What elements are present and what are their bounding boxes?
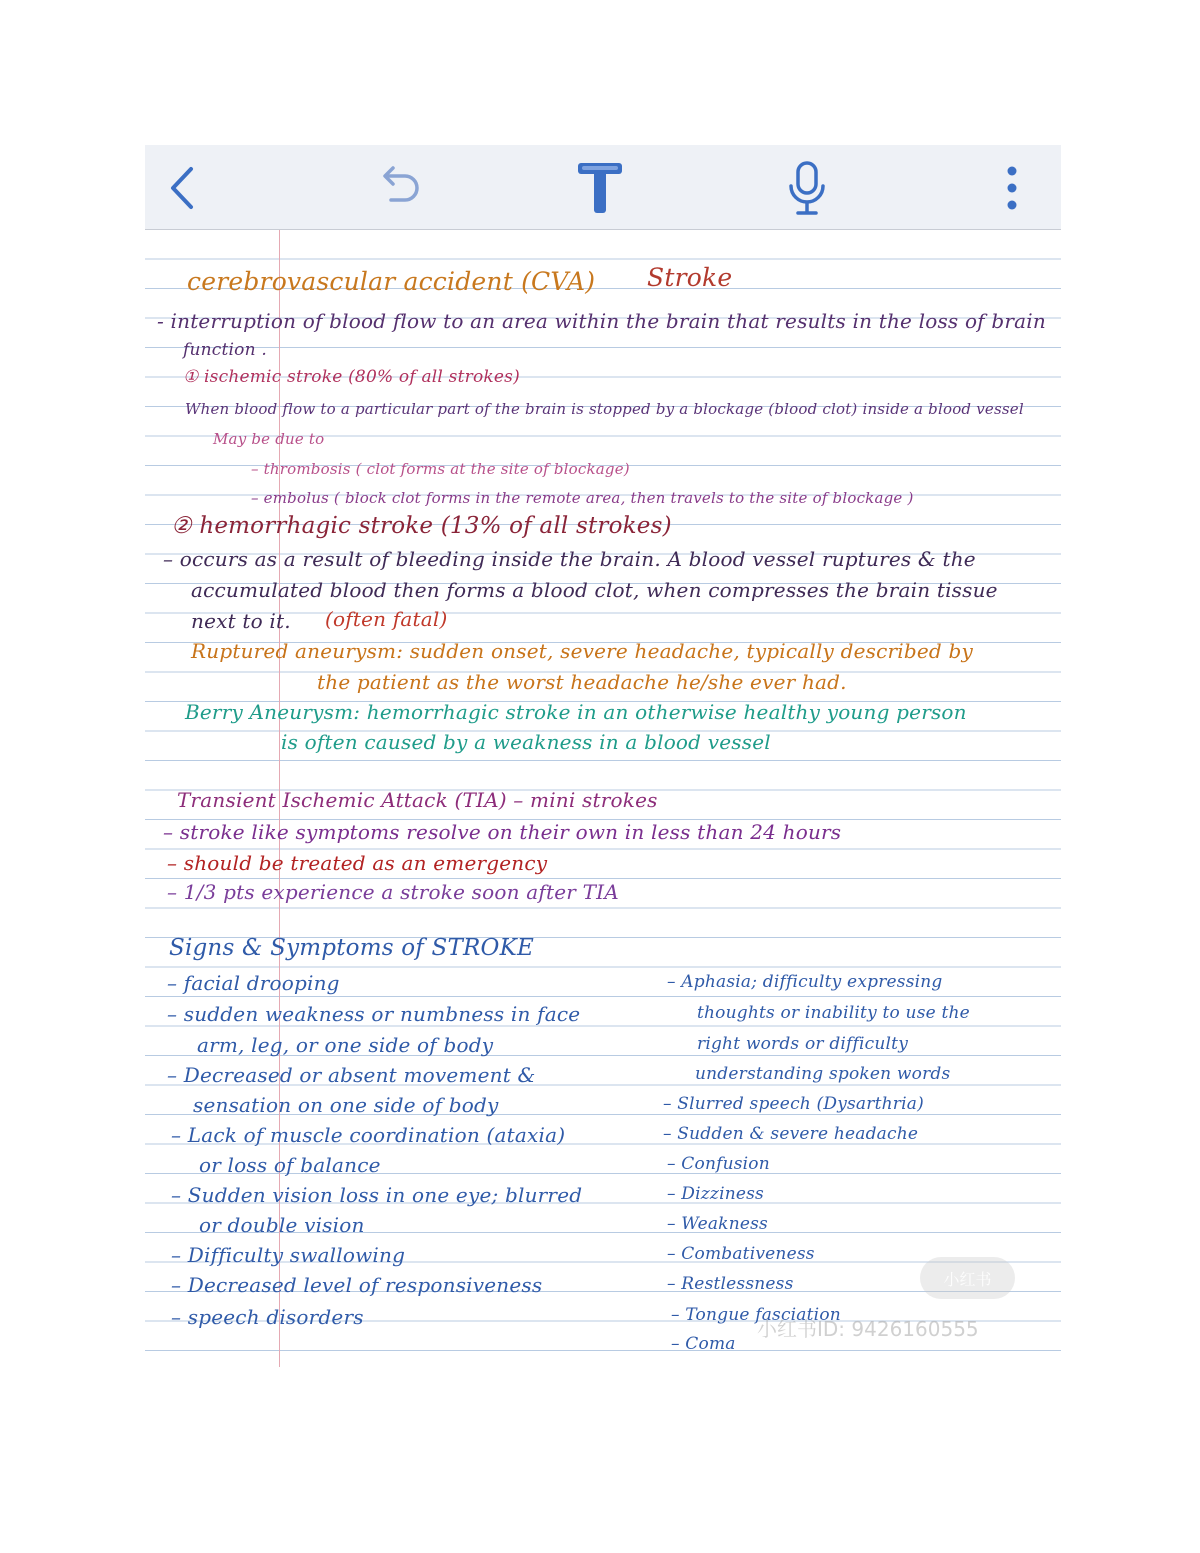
back-chevron-icon[interactable] <box>147 153 217 223</box>
often-fatal-note: (often fatal) <box>325 607 448 631</box>
hemorrhagic-heading: ② hemorrhagic stroke (13% of all strokes) <box>171 513 672 539</box>
left-symptom: – facial drooping <box>167 971 340 995</box>
right-symptom: right words or difficulty <box>697 1034 909 1054</box>
left-symptom: – Decreased level of responsiveness <box>171 1273 543 1297</box>
microphone-icon[interactable] <box>772 153 842 223</box>
left-symptom: – sudden weakness or numbness in face <box>167 1002 581 1026</box>
note-title-stroke: Stroke <box>647 263 733 292</box>
left-symptom: or loss of balance <box>199 1153 381 1177</box>
ruptured-aneurysm-line-1: Ruptured aneurysm: sudden onset, severe headache, typically described by <box>191 639 973 663</box>
berry-aneurysm-line-1: Berry Aneurysm: hemorrhagic stroke in an otherwise healthy young person <box>185 700 967 724</box>
tia-heading: Transient Ischemic Attack (TIA) – mini strokes <box>177 788 658 812</box>
left-symptom: – speech disorders <box>171 1305 364 1329</box>
right-symptom: – Weakness <box>667 1214 768 1234</box>
ruptured-aneurysm-line-2: the patient as the worst headache he/she ever had. <box>317 670 847 694</box>
may-be-due-to: May be due to <box>213 430 325 448</box>
tia-point-2: – should be treated as an emergency <box>167 851 548 875</box>
hemorrhagic-line-1: – occurs as a result of bleeding inside the brain. A blood vessel ruptures & the <box>163 547 976 571</box>
left-symptom: – Lack of muscle coordination (ataxia) <box>171 1123 566 1147</box>
hemorrhagic-line-3: next to it. <box>191 609 291 633</box>
right-symptom: – Dizziness <box>667 1184 764 1204</box>
right-symptom: – Coma <box>671 1334 736 1354</box>
tia-point-3: – 1/3 pts experience a stroke soon after TIA <box>167 880 619 904</box>
left-symptom: – Sudden vision loss in one eye; blurred <box>171 1183 583 1207</box>
right-symptom: – Tongue fasciation <box>671 1305 841 1325</box>
signs-symptoms-heading: Signs & Symptoms of STROKE <box>169 935 534 961</box>
watermark-id: 小红书ID: 9426160555 <box>757 1317 979 1341</box>
right-symptom: – Aphasia; difficulty expressing <box>667 972 943 992</box>
right-symptom: – Confusion <box>667 1154 770 1174</box>
definition-line-2: function . <box>183 340 267 360</box>
notes-app-window <box>145 145 1061 1367</box>
top-toolbar <box>145 145 1061 230</box>
right-symptom: – Combativeness <box>667 1244 815 1264</box>
left-symptom: – Decreased or absent movement & <box>167 1063 536 1087</box>
right-symptom: – Sudden & severe headache <box>663 1124 919 1144</box>
ischemic-heading: ① ischemic stroke (80% of all strokes) <box>183 367 520 387</box>
watermark-badge: 小红书 <box>920 1257 1015 1299</box>
undo-icon[interactable] <box>363 153 433 223</box>
right-symptom: understanding spoken words <box>695 1064 951 1084</box>
left-symptom: – Difficulty swallowing <box>171 1243 406 1267</box>
hemorrhagic-line-2: accumulated blood then forms a blood clot, when compresses the brain tissue <box>191 578 998 602</box>
berry-aneurysm-line-2: is often caused by a weakness in a blood vessel <box>281 730 771 754</box>
definition-line-1: - interruption of blood flow to an area within the brain that results in the loss of brain <box>157 309 1046 333</box>
right-symptom: – Slurred speech (Dysarthria) <box>663 1094 924 1114</box>
right-symptom: thoughts or inability to use the <box>697 1003 970 1023</box>
text-tool-icon[interactable] <box>565 153 635 223</box>
more-vertical-icon[interactable] <box>977 153 1047 223</box>
thrombosis-line: – thrombosis ( clot forms at the site of blockage) <box>251 460 630 478</box>
ischemic-description: When blood flow to a particular part of the brain is stopped by a blockage (blood clot) inside a blood vessel <box>185 400 1024 418</box>
right-symptom: – Restlessness <box>667 1274 794 1294</box>
tia-point-1: – stroke like symptoms resolve on their own in less than 24 hours <box>163 820 842 844</box>
left-symptom: arm, leg, or one side of body <box>197 1033 494 1057</box>
left-symptom: or double vision <box>199 1213 365 1237</box>
left-symptom: sensation on one side of body <box>193 1093 499 1117</box>
note-title: cerebrovascular accident (CVA) <box>187 267 596 296</box>
embolus-line: – embolus ( block clot forms in the remote area, then travels to the site of blockage ) <box>251 489 914 507</box>
